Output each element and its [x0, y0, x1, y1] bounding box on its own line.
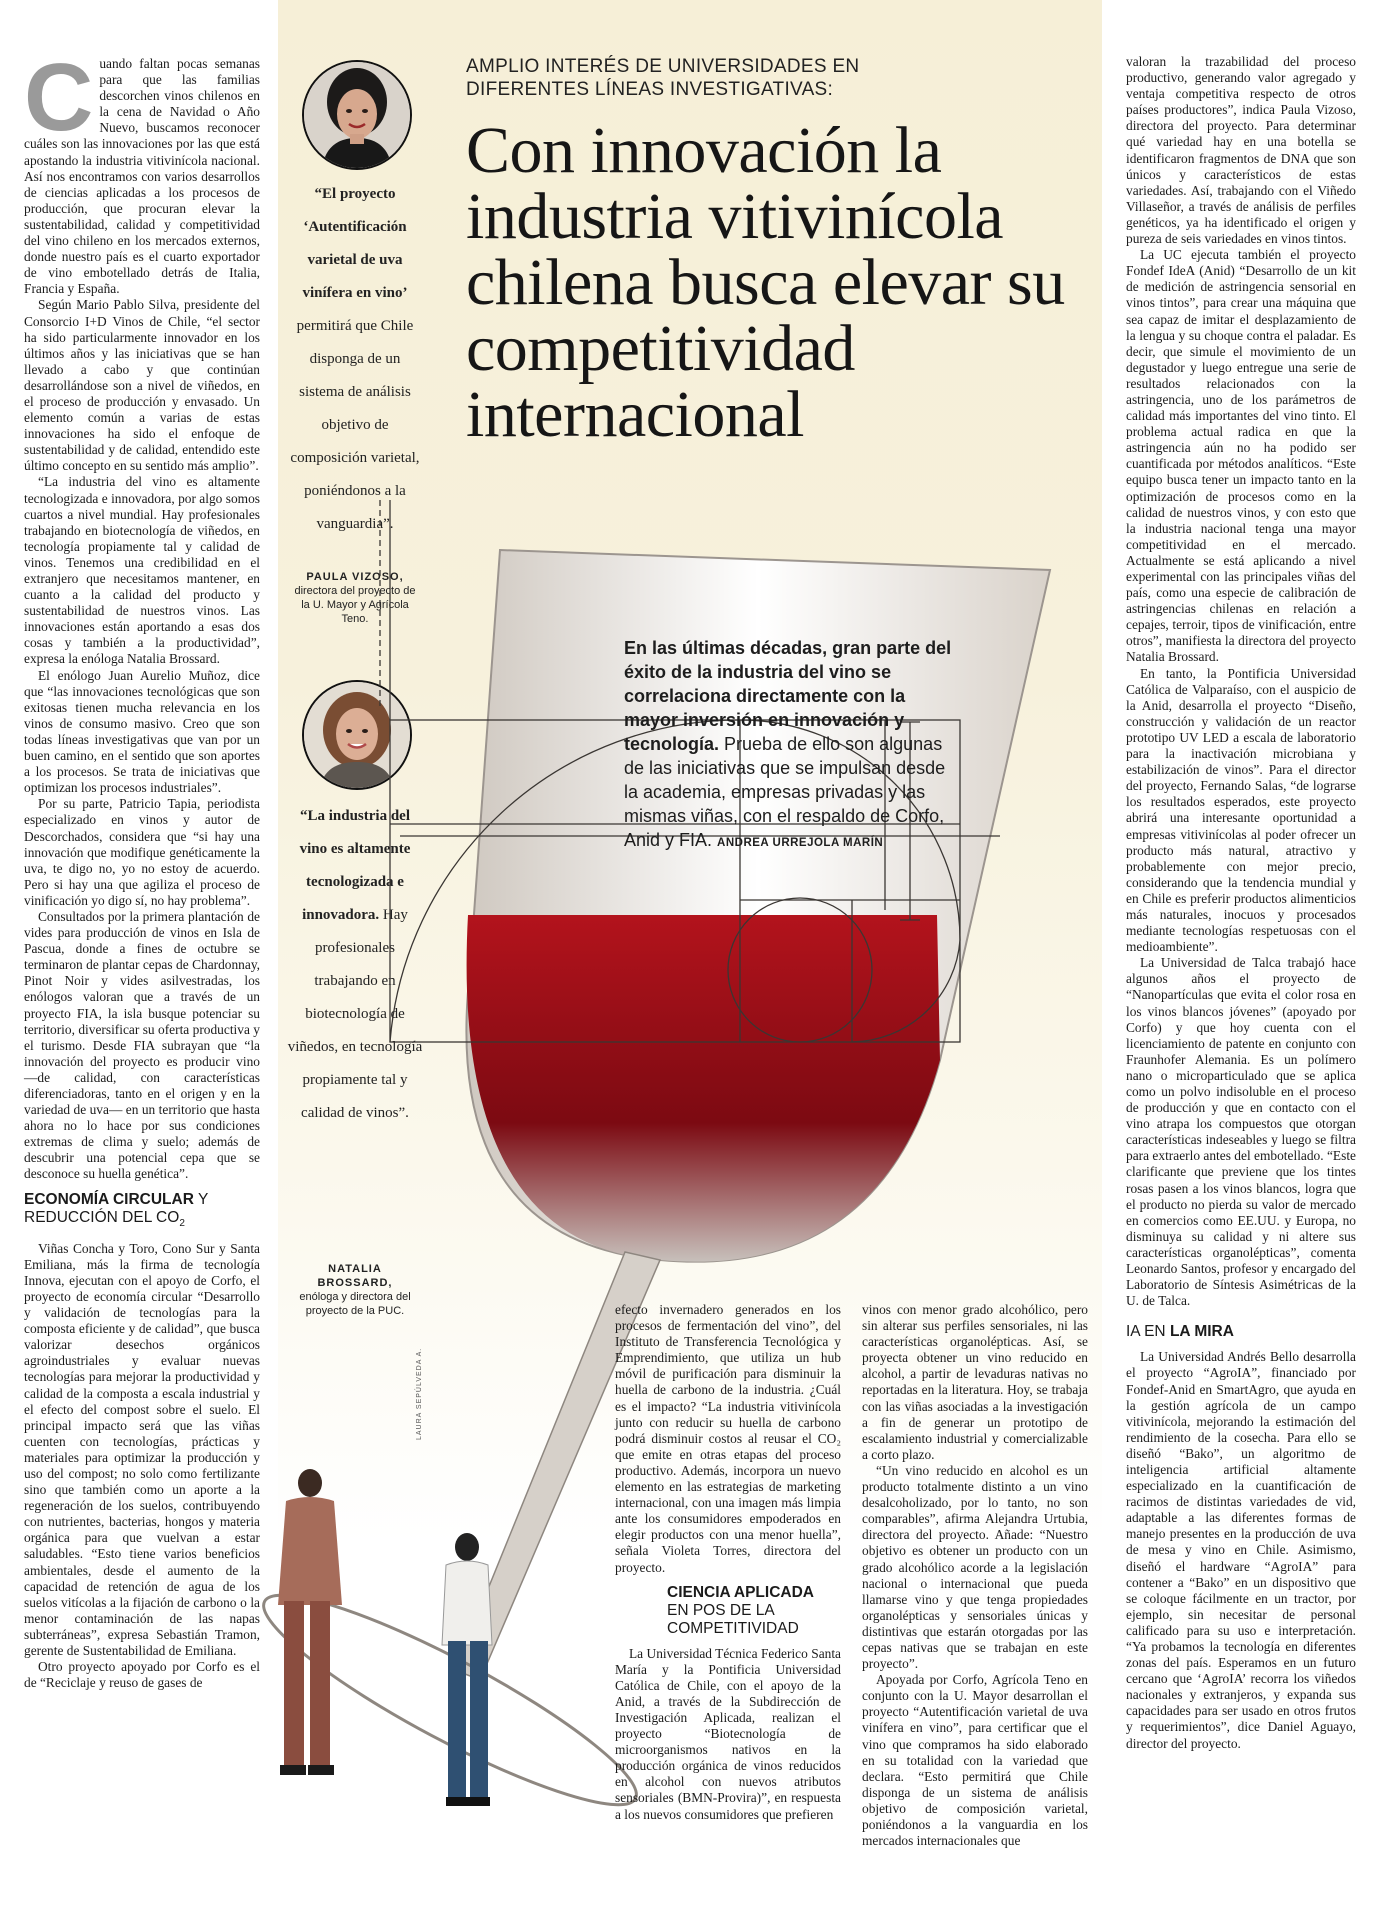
mid2-paragraph-2: “Un vino reducido en alcohol es un producto totalmente distinto a un vino desalcoholizado, por lo tanto, no son comparables”, afirma Alejandra Urtubia, directora del proyecto. Añade: “Nuestro objetivo es obtener un producto con un grado alcohólico acorde a la legislación nacional o internacional que pueda llamarse vino y que tenga propiedades organolépticas y sensoriales únicas y distintivas que estarán otorgadas por las cepas nativas que se trabajan en este proyecto”. [862, 1462, 1088, 1672]
column-mid-2 [862, 1302, 1088, 1849]
column-4 [1126, 54, 1356, 1752]
pull-quote-2: “La industria del vino es altamente tecnologizada e innovadora. Hay profesionales trabajando en biotecnología de viñedos, en tecnología propiamente tal y calidad de vinos”. [287, 808, 423, 1121]
quote-2-attribution: NATALIA BROSSARD, enóloga y directora del proyecto de la PUC. [299, 1263, 411, 1317]
col1-paragraph-5: Por su parte, Patricio Tapia, periodista especializado en vinos y autor de Descorchados, considera que “si hay una innovación que modifique genéticamente la uva, te digo no, yo no estoy de acuerdo. Pero si hay una que agiliza el proceso de vinificación yo digo sí, no hay problema”. [24, 796, 260, 908]
lead-paragraph: En las últimas décadas, gran parte del éxito de la industria del vino se correlaciona directamente con la mayor inversión en innovación y tecnología. Prueba de ello son algunas de las iniciativas que se impulsan desde la academia, empresas privadas y las mismas viñas, con el respaldo de Corfo, Anid y FIA. ANDREA URREJOLA MARÍN [624, 638, 952, 850]
col4-paragraph-1: valoran la trazabilidad del proceso productivo, generando valor agregado y ventaja competitiva respecto de otros países productores”, indica Paula Vizoso, directora del proyecto. Para determinar qué variedad hay en una botella se identificaron fragmentos de DNA que son únicos y característicos de estas variedades. Así, trabajando con el Viñedo Villaseñor, a través de análisis de perfiles genéticos, ya ha identificado el origen y pureza de seis variedades en vinos tintos. [1126, 54, 1356, 247]
section-heading-ciencia-aplicada: CIENCIA APLICADA EN POS DE LA COMPETITIVIDAD [667, 1583, 814, 1637]
column-1 [24, 44, 260, 1691]
kicker: AMPLIO INTERÉS DE UNIVERSIDADES EN DIFERENTES LÍNEAS INVESTIGATIVAS: [466, 56, 860, 100]
section-heading-ia-en-la-mira: IA EN LA MIRA [1126, 1323, 1234, 1341]
byline: ANDREA URREJOLA MARÍN [717, 837, 884, 849]
col1-paragraph-7: Viñas Concha y Toro, Cono Sur y Santa Emiliana, más la firma de tecnología Innova, ejecutan con el apoyo de Corfo, el proyecto de economía circular “Desarrollo y validación de tecnologías para la composta eficiente y de calidad”, que busca valorizar desechos orgánicos agroindustriales y evaluar nuevas tecnologías para mejorar la productividad y calidad de la composta a escala industrial y el efecto del compost sobre el suelo. El principal impacto será que las viñas cuenten con tecnologías, prácticas y materiales para optimizar la producción y uso del compost; no solo como fertilizante sino que también como un aporte a la regeneración de los suelos, contribuyendo con nutrientes, bacterias, hongos y materia orgánica para que vuelvan a estar saludables. “Esto tiene varios beneficios ambientales, desde el aumento de la capacidad de retención de agua de los suelos vitícolas a la fijación de carbono o la menor contaminación de las napas subterráneas”, expresa Sebastián Tramon, gerente de Sustentabilidad de Emiliana. [24, 1240, 260, 1658]
col1-paragraph-2: Según Mario Pablo Silva, presidente del Consorcio I+D Vinos de Chile, “el sector ha sido particularmente innovador en los últimos años y las iniciativas que se han llevado a cabo y que continúan desarrollándose son a nivel de viñedos, en el proceso de producción y envasado. Un elemento común a varias de estas innovaciones ha sido el enfoque de sustentabilidad y de calidad, entendido este último concepto en su sentido más amplio”. [24, 297, 260, 474]
col4-paragraph-3: En tanto, la Pontificia Universidad Católica de Valparaíso, con el auspicio de la Anid, desarrolla el proyecto “Diseño, construcción y validación de un reactor prototipo UV LED a escala de laboratorio para la inactivación microbiana y estabilización de vinos”. Para el director del proyecto, Fernando Salas, “de lograrse los resultados esperados, este proyecto abrirá una interesante oportunidad a empresas vitivinícolas al poder ofrecer un producto más natural, atractivo y probablemente con mejor precio, considerando que la tendencia mundial y en Chile es preferir productos alimenticios más naturales, inocuos y procesados mediante tecnologías respetuosas con el medioambiente”. [1126, 665, 1356, 955]
photo-credit: LAURA SEPÚLVEDA A. [416, 1347, 423, 1440]
column-mid-1 [615, 1302, 841, 1823]
drop-cap: C [24, 44, 94, 151]
avatar-paula-vizoso [302, 60, 412, 170]
headline: Con innovación la industria vitivinícola chilena busca elevar su competitividad internacional [466, 114, 1065, 451]
mid1-paragraph-1: efecto invernadero generados en los procesos de fermentación del vino”, del Instituto de Transferencia Tecnológica y Emprendimiento, que utiliza un hub móvil de purificación para disminuir la huella de carbono de la industria. ¿Cuál es el impacto? “La industria vitivinícola junto con reducir su huella de carbono podrá disminuir costos al reusar el CO₂ que emite en otras etapas del proceso productivo. Además, incorpora un nuevo elemento en las estrategias de marketing internacional, con una imagen más limpia ante los consumidores empoderados en elegir productos con una menor huella”, señala Violeta Torres, directora del proyecto. [615, 1302, 841, 1575]
mid2-paragraph-3: Apoyada por Corfo, Agrícola Teno en conjunto con la U. Mayor desarrollan el proyecto “Autentificación varietal de uva vinífera en vino”, para certificar que el vino que compramos ha sido elaborado en su totalidad con la variedad que declara. “Esto permitirá que Chile disponga de un sistema de análisis objetivo de composición varietal, poniéndonos a la vanguardia en los mercados internacionales que [862, 1672, 1088, 1849]
col4-paragraph-2: La UC ejecuta también el proyecto Fondef IdeA (Anid) “Desarrollo de un kit de medición de astringencia sensorial en vinos tintos”, para crear una máquina que sea capaz de imitar el desplazamiento de la lengua y su choque contra el paladar. Es decir, que simule el movimiento de un degustador y luego entregue una serie de resultados relacionados con la astringencia, uno de los parámetros de calidad más importantes del vino tinto. El problema actual radica en que la astringencia aún no ha podido ser cuantificada por métodos analíticos. “Este equipo busca tener un impacto tanto en la optimización de procesos como en la calidad de nuestros vinos, y con esto que la industria nacional tenga una mayor competitividad en el mercado. Actualmente se está aplicando a nivel experimental con las principales viñas del país, como una especie de calibración de astringencias chilenas en relación a cepajes, terroir, tipos de vinificación, entre otros”, manifiesta la directora del proyecto Natalia Brossard. [1126, 247, 1356, 665]
pull-quote-1: “El proyecto ‘Autentificación varietal de uva vinífera en vino’ permitirá que Chile disponga de un sistema de análisis objetivo de composición varietal, poniéndonos a la vanguardia”. [290, 186, 420, 532]
col4-paragraph-5: La Universidad Andrés Bello desarrolla el proyecto “AgroIA”, financiado por Fondef-Anid en SmartAgro, que ayuda en la gestión agrícola de un campo vitivinícola, mejorando la estimación del rendimiento de la cosecha. Para ello se diseñó “Bako”, un algoritmo de inteligencia artificial altamente especializado en la cuantificación de racimos de distintas variedades de vid, adaptable a las diferentes formas de manejo presentes en la producción de uva de mesa y vino en Chile. Asimismo, diseñó el hardware “AgroIA” para contener a “Bako” en un dispositivo que se coloque fácilmente en un tractor, por ejemplo, sin necesitar de personal calificado para su uso e interpretación. “Ya probamos la tecnología en diferentes zonas del país. Esperamos en un futuro cercano que ‘AgroIA’ recorra los viñedos nacionales y extranjeros, y expanda sus capacidades para ser usado en otros frutos y requerimientos”, dice Daniel Aguayo, director del proyecto. [1126, 1349, 1356, 1751]
col4-paragraph-4: La Universidad de Talca trabajó hace algunos años el proyecto de “Nanopartículas que evita el color rosa en los vinos blancos jóvenes” (apoyado por Corfo) y que hoy cuenta con el licenciamiento de patente en conjunto con Fraunhofer Alemania. Es un polímero nano o microparticulado que se aplica como un polvo indisoluble en el proceso de producción y que en contacto con el vino atrapa los compuestos que otorgan características indeseables y luego se filtra para extraerlo antes del embotellado. “Este clarificante que previene que los tintes rosas pasen a los vinos blancos, logra que el producto no pierda su valor de mercado en comercios como EE.UU. y Europa, no disminuya su calidad y ni altere sus características organolépticas”, comenta Leonardo Santos, profesor y encargado del Laboratorio de Síntesis Asimétricas de la U. de Talca. [1126, 955, 1356, 1309]
section-heading-economia-circular: ECONOMÍA CIRCULAR Y REDUCCIÓN DEL $CO_2$ [24, 1190, 209, 1229]
mid1-paragraph-2: La Universidad Técnica Federico Santa María y la Pontificia Universidad Católica de Chile, con el apoyo de la Anid, a través de la Subdirección de Investigación Aplicada, realizan el proyecto “Biotecnología de microorganismos nativos en la producción orgánica de vinos reducidos en alcohol con nuevos atributos sensoriales (BMN-Provira)”, en respuesta a los nuevos consumidores que prefieren [615, 1645, 841, 1822]
col1-paragraph-6: Consultados por la primera plantación de vides para producción de vinos en Isla de Pascua, donde a fines de octubre se terminaron de plantar cepas de Chardonnay, Pinot Noir y vides asilvestradas, los enólogos valoran que a través de un proyecto FIA, la isla busque potenciar su territorio, diversificar su oferta productiva y el turismo. Desde FIA subrayan que “la innovación del proyecto es producir vino —de calidad, con características diferenciadoras, tanto en el origen y en la variedad de uva— en un territorio que hasta ahora no lo hace por sus condiciones extremas de clima y suelo; además de descubrir una potencial cepa que se desconoce su huella genética”. [24, 908, 260, 1182]
people-figures [262, 1465, 502, 1825]
col1-paragraph-3: “La industria del vino es altamente tecnologizada e innovadora, por algo somos cuartos a nivel mundial. Hay profesionales trabajando en biotecnología de viñedos, en tecnología propiamente tal y calidad de vinos. Tenemos una credibilidad en el extranjero que necesitamos mantener, en cuanto a la calidad del producto y sustentabilidad de nuestros vinos. Las innovaciones están aportando a esas dos cosas y también a la productividad”, expresa la enóloga Natalia Brossard. [24, 474, 260, 667]
col1-paragraph-8: Otro proyecto apoyado por Corfo es el de “Reciclaje y reuso de gases de [24, 1659, 260, 1691]
quote-1-attribution: PAULA VIZOSO, directora del proyecto de la U. Mayor y Agrícola Teno. [294, 571, 416, 625]
col1-paragraph-4: El enólogo Juan Aurelio Muñoz, dice que “las innovaciones tecnológicas que son exitosas tienen mucha relevancia en los vinos de consumo masivo. Creo que son todas líneas investigativas que van por un buen camino, en el sentido que son aportes a los procesos. Se trata de iniciativas que optimizan los procesos industriales”. [24, 667, 260, 796]
col1-paragraph-1: uando faltan pocas semanas para que las familias descorchen vinos chilenos en la cena de Navidad o Año Nuevo, buscamos reconocer cuáles son las innovaciones por las que está apostando la industria vitivinícola nacional. Así nos encontramos con varios desarrollos de ciencias aplicadas a los procesos de producción, que procuran elevar la sustentabilidad, calidad y competitividad del vino chileno en los mercados externos, donde nuestro país es el cuarto exportador de vino embotellado detrás de Italia, Francia y España. [24, 56, 260, 297]
mid2-paragraph-1: vinos con menor grado alcohólico, pero sin alterar sus perfiles sensoriales, ni las características organolépticas. Así, se proyecta obtener un vino reducido en alcohol, a partir de levaduras nativas no reportadas en la literatura. Hoy, se trabaja con las viñas asociadas a la investigación a fin de generar un prototipo de escalamiento industrial y comercializable a corto plazo. [862, 1302, 1088, 1462]
